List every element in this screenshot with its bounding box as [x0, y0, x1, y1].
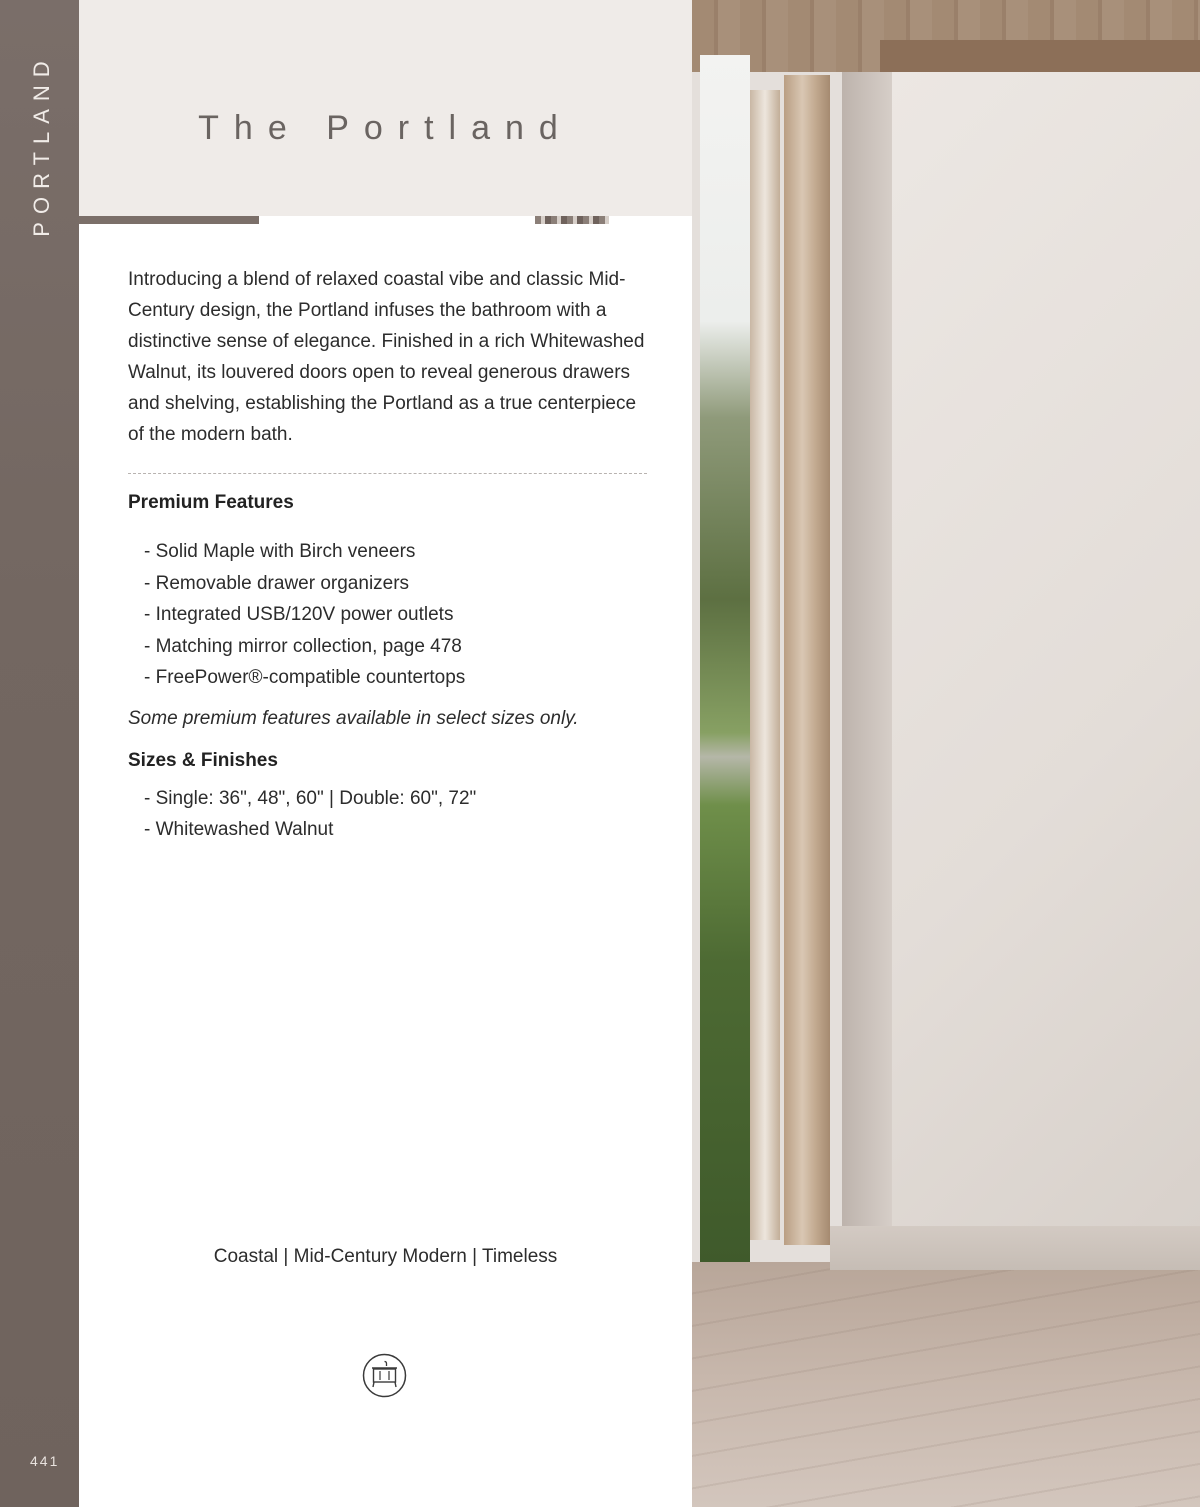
title-block [79, 0, 692, 216]
premium-features-heading: Premium Features [128, 492, 294, 513]
list-item: - Whitewashed Walnut [144, 819, 334, 840]
tagline: Coastal | Mid-Century Modern | Timeless [213, 1246, 558, 1267]
premium-features-list [144, 536, 664, 694]
section-divider [128, 473, 647, 474]
page-number: 441 [30, 1453, 60, 1469]
list-item: - Integrated USB/120V power outlets [144, 604, 454, 625]
list-item: - FreePower®-compatible countertops [144, 667, 466, 688]
title-rule [79, 216, 259, 224]
intro-paragraph: Introducing a blend of relaxed coastal vibe and classic Mid-Century design, the Portland infuses the bathroom with a distinctive sense of elegance. Finished in a rich Whitewashed Walnut, its louvered doors open to reveal generous drawers and shelving, establishing the Portland as a true centerpiece of the modern bath. [128, 269, 645, 445]
sizes-finishes-list [144, 783, 664, 845]
window-frame [750, 90, 780, 1240]
vanity-icon [362, 1353, 407, 1398]
title-accent [535, 216, 609, 224]
room-photo [692, 0, 1200, 1507]
side-strip [0, 0, 79, 1507]
list-item: - Single: 36", 48", 60" | Double: 60", 72" [144, 788, 477, 809]
page-title: The Portland [198, 108, 573, 147]
sizes-finishes-heading: Sizes & Finishes [128, 750, 278, 771]
vertical-collection-title: PORTLAND [29, 53, 54, 237]
window-frame [784, 75, 830, 1245]
plaster-wall [892, 72, 1200, 1232]
list-item: - Removable drawer organizers [144, 572, 410, 594]
list-item: - Matching mirror collection, page 478 [144, 635, 462, 657]
wall-return [842, 72, 892, 1272]
window-view [700, 55, 750, 1265]
floor-planks [692, 1262, 1200, 1507]
features-note: Some premium features available in select sizes only. [128, 708, 579, 729]
list-item: - Solid Maple with Birch veneers [144, 541, 416, 562]
baseboard [830, 1226, 1200, 1270]
content-panel [79, 0, 692, 1507]
ceiling-beam [880, 40, 1200, 72]
